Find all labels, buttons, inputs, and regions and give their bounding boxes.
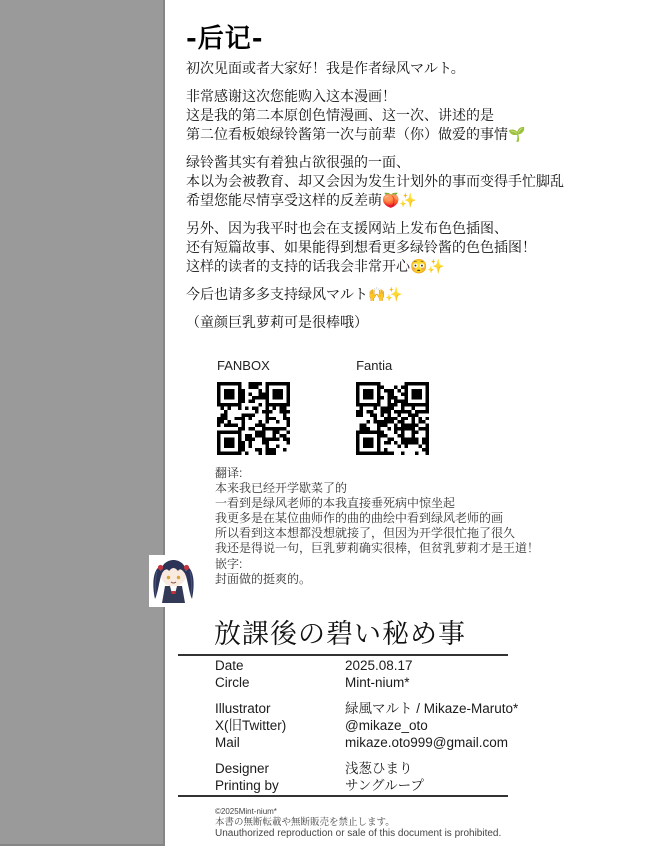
credit-label: Illustrator — [215, 701, 271, 716]
translator-note-line: 我更多是在某位曲师作的曲的曲绘中看到绿风老师的画 — [215, 511, 504, 525]
credit-row — [215, 700, 519, 717]
translator-note-heading: 翻译: — [215, 466, 243, 480]
credit-label: Circle — [215, 675, 250, 690]
afterword-line: 今后也请多多支持绿风マルト🙌✨ — [186, 287, 403, 303]
credit-value: 2025.08.17 — [345, 658, 413, 673]
credit-label: Date — [215, 658, 244, 673]
left-gray-band — [0, 0, 165, 846]
notice-english: Unauthorized reproduction or sale of this document is prohibited. — [215, 828, 502, 839]
credit-value: mikaze.oto999@gmail.com — [345, 735, 509, 750]
afterword-line: 非常感谢这次您能购入这本漫画！ — [186, 89, 396, 105]
footer-colophon — [215, 807, 501, 840]
afterword-line: 希望您能尽情享受这样的反差萌🍑✨ — [186, 193, 417, 209]
typesetter-note-line: 封面做的挺爽的。 — [215, 572, 312, 586]
credit-label: Designer — [215, 761, 270, 776]
typesetter-note-heading: 嵌字: — [215, 557, 243, 571]
afterword-heading: -后记- — [186, 24, 264, 54]
afterword-line: 另外、因为我平时也会在支援网站上发布色色插图、 — [186, 221, 508, 237]
support-links-section — [217, 358, 477, 455]
credit-label: Mail — [215, 735, 240, 750]
credit-row — [215, 734, 515, 751]
typesetter-note — [215, 557, 515, 587]
afterword-line — [186, 145, 526, 154]
chibi-girl-avatar-image — [149, 555, 198, 607]
afterword-line — [186, 305, 526, 314]
credit-value: 緑風マルト / Mikaze-Maruto* — [345, 701, 519, 716]
fantia-label: Fantia — [356, 358, 393, 373]
translator-note — [215, 466, 540, 556]
fantia-column — [356, 358, 429, 455]
fanbox-qr-code — [217, 382, 290, 455]
title-divider-line — [178, 654, 508, 656]
afterword-line: 绿铃酱其实有着独占欲很强的一面、 — [186, 155, 410, 171]
credit-row — [215, 674, 515, 691]
credit-label: X(旧Twitter) — [215, 718, 287, 733]
afterword-line: 还有短篇故事、如果能得到想看更多绿铃酱的色色插图！ — [186, 240, 536, 256]
credit-value: Mint-nium* — [345, 675, 410, 690]
credits-table — [215, 657, 519, 794]
footer-divider-line — [178, 795, 508, 797]
translator-note-line: 本来我已经开学歇菜了的 — [215, 481, 348, 495]
afterword-line: 这是我的第二本原创色情漫画、这一次、讲述的是 — [186, 108, 494, 124]
fanbox-column — [217, 358, 290, 455]
typesetter-avatar — [149, 555, 198, 607]
fanbox-label: FANBOX — [217, 358, 270, 373]
credit-row — [215, 717, 515, 734]
translator-note-line: 一看到是绿风老师的本我直接垂死病中惊坐起 — [215, 496, 456, 510]
credit-row — [215, 760, 515, 777]
afterword-line: 这样的读者的支持的话我会非常开心😳✨ — [186, 259, 445, 275]
afterword-line: 初次见面或者大家好！我是作者绿风マルト。 — [186, 61, 465, 77]
afterword-text — [186, 60, 564, 333]
afterword-line: 本以为会被教育、却又会因为发生计划外的事而变得手忙脚乱 — [186, 174, 564, 190]
afterword-line — [186, 277, 526, 286]
afterword-line: （童颜巨乳萝莉可是很棒哦） — [186, 315, 368, 331]
translator-note-lines — [215, 481, 540, 556]
copyright-text: ©2025Mint-nium* — [215, 807, 277, 816]
credit-row — [215, 777, 515, 794]
credit-value: 浅葱ひまり — [345, 761, 413, 776]
afterword-line: 第二位看板娘绿铃酱第一次与前辈（你）做爱的事情🌱 — [186, 127, 526, 143]
notice-japanese: 本書の無断転載や無断販売を禁止します。 — [215, 817, 395, 828]
book-title: 放課後の碧い秘め事 — [214, 619, 466, 650]
afterword-line — [186, 211, 526, 220]
credit-value: サングループ — [345, 778, 424, 793]
credit-label: Printing by — [215, 778, 279, 793]
credit-value: @mikaze_oto — [345, 718, 428, 733]
typesetter-note-lines — [215, 572, 515, 587]
translator-note-line: 我还是得说一句，巨乳萝莉确实很棒，但贫乳萝莉才是王道！ — [215, 541, 540, 555]
translator-note-line: 所以看到这本想都没想就接了，但因为开学很忙拖了很久 — [215, 526, 516, 540]
fantia-qr-code — [356, 382, 429, 455]
credit-row — [215, 751, 515, 760]
credit-row — [215, 691, 515, 700]
afterword-line — [186, 79, 526, 88]
credit-row — [215, 657, 515, 674]
